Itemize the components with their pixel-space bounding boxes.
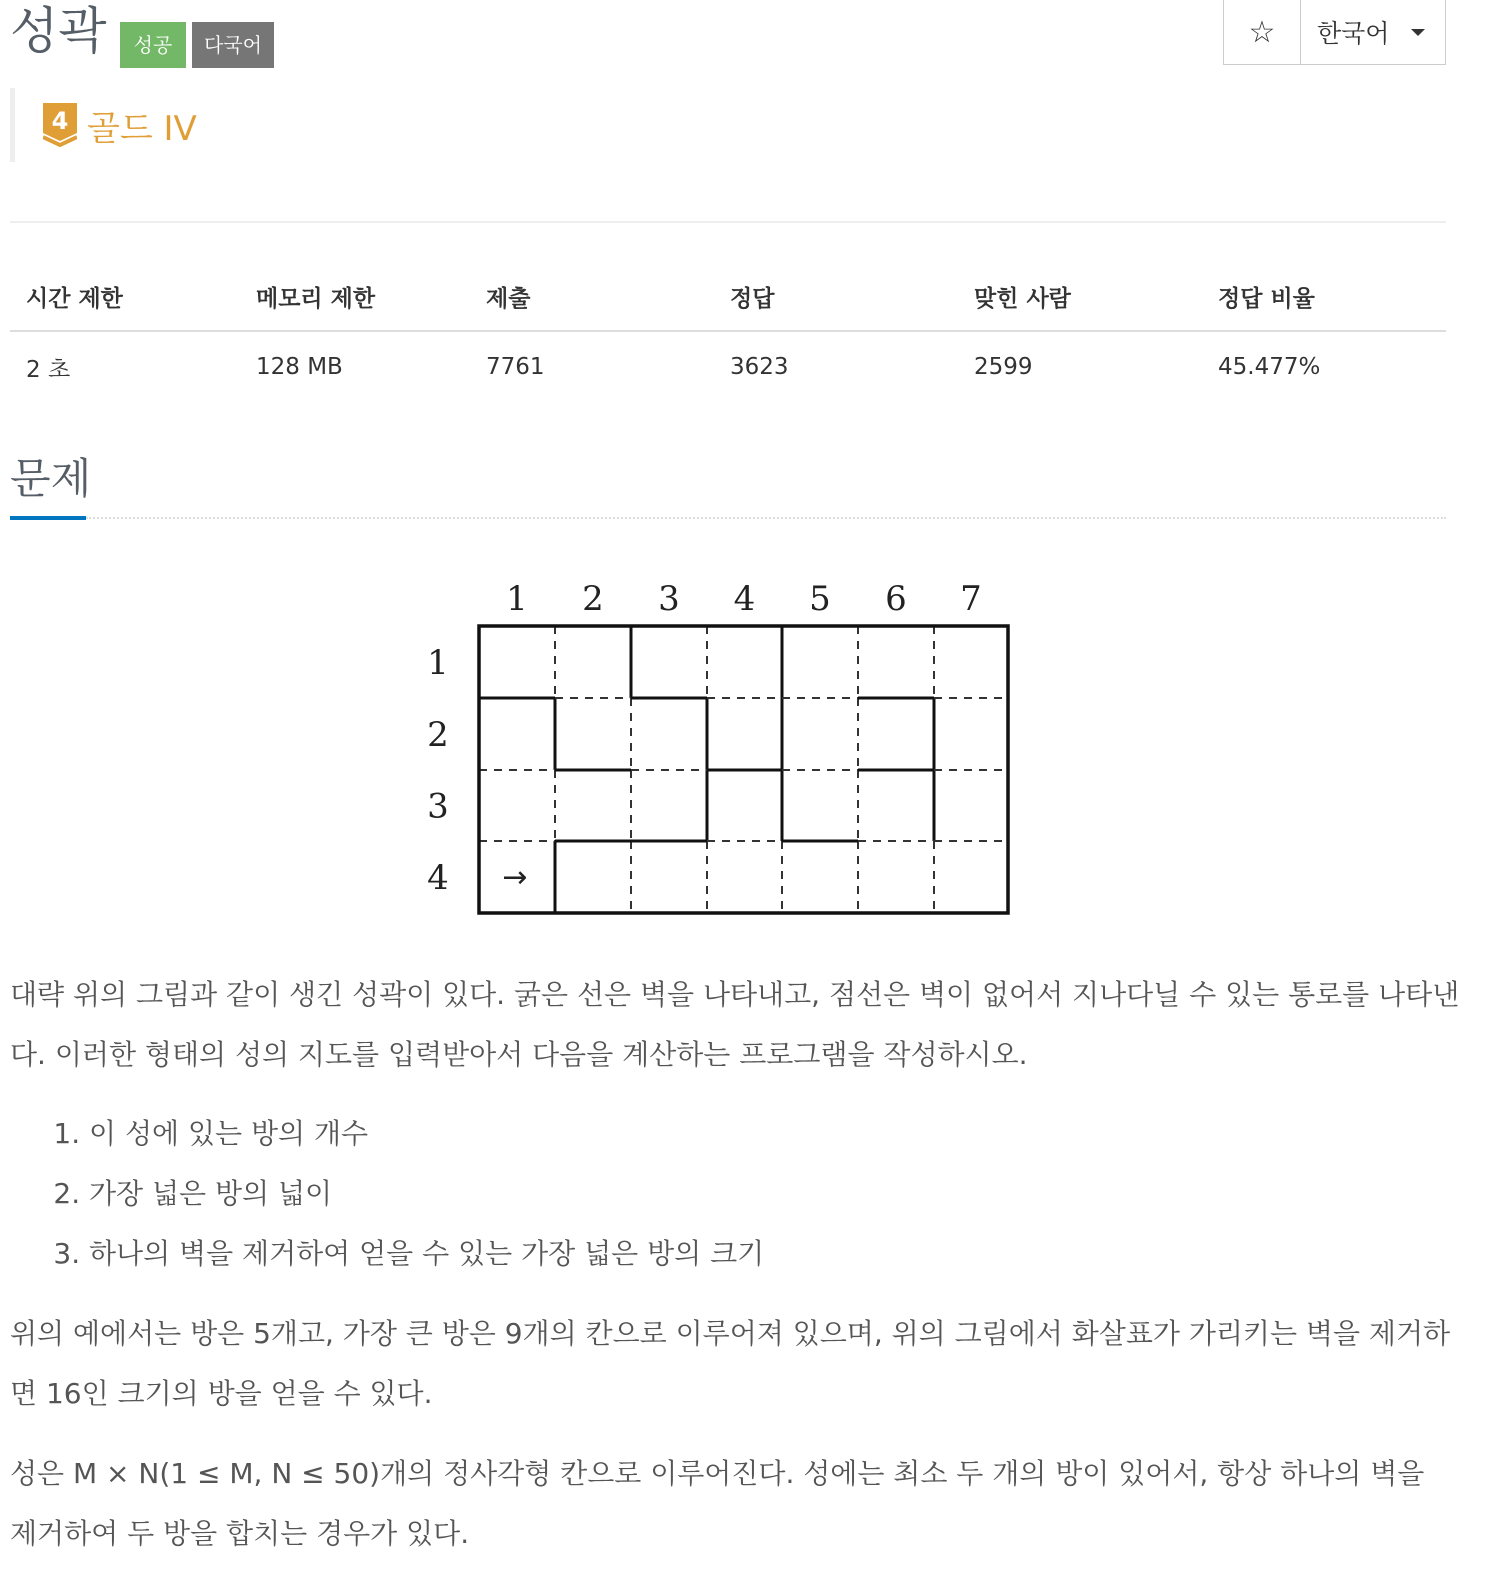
list-item: 3. 하나의 벽을 제거하여 얻을 수 있는 가장 넓은 방의 크기 [89,1224,764,1284]
problem-title: 성곽 [10,2,107,60]
star-icon[interactable]: ☆ [1224,0,1301,64]
section-title: 문제 [10,454,92,503]
arrow-icon: → [502,860,528,895]
value-correct[interactable]: 3623 [730,354,789,380]
header-solvers: 맞힌 사람 [958,262,1202,331]
header-submit: 제출 [470,262,714,331]
row-label: 1 [427,643,449,683]
col-label: 1 [506,579,528,619]
value-ratio: 45.477% [1218,354,1321,380]
col-label: 2 [582,579,604,619]
svg-text:4: 4 [51,107,69,135]
header-memory: 메모리 제한 [240,262,470,331]
col-label: 6 [885,579,907,619]
paragraph-1: 대략 위의 그림과 같이 생긴 성곽이 있다. 굵은 선은 벽을 나타내고, 점선은 벽이 없어서 지나다닐 수 있는 통로를 나타낸다. 이러한 형태의 성의 지도를 입력받아서 다음을 계산하는 프로그램을 작성하시오. [10,978,1460,1071]
paragraph-3: 성은 M × N(1 ≤ M, N ≤ 50)개의 정사각형 칸으로 이루어진다. 성에는 최소 두 개의 방이 있어서, 항상 하나의 벽을 제거하여 두 방을 합치는 경우가 있다. [10,1457,1425,1550]
col-label: 7 [960,579,982,619]
multilang-label: 다국어 [192,22,274,68]
task-list [45,1104,764,1284]
col-label: 5 [809,579,831,619]
tier-label: 골드 IV [87,108,197,149]
col-label: 3 [658,579,680,619]
header-correct: 정답 [714,262,958,331]
list-item: 2. 가장 넓은 방의 넓이 [89,1164,764,1224]
paragraph-2: 위의 예에서는 방은 5개고, 가장 큰 방은 9개의 칸으로 이루어져 있으며, 위의 그림에서 화살표가 가리키는 벽을 제거하면 16인 크기의 방을 얻을 수 있다. [10,1317,1451,1410]
row-label: 4 [427,858,449,898]
header-ratio: 정답 비율 [1202,262,1446,331]
col-label: 4 [733,579,756,619]
value-solvers[interactable]: 2599 [974,354,1033,380]
list-item: 1. 이 성에 있는 방의 개수 [89,1104,764,1164]
value-memory: 128 MB [256,354,343,380]
language-label: 한국어 [1317,19,1390,48]
row-label: 3 [427,786,449,827]
header-time: 시간 제한 [10,262,240,331]
value-time: 2 초 [26,356,71,383]
solved-label: 성공 [120,22,186,68]
row-label: 2 [427,715,449,755]
value-submit[interactable]: 7761 [486,354,545,380]
